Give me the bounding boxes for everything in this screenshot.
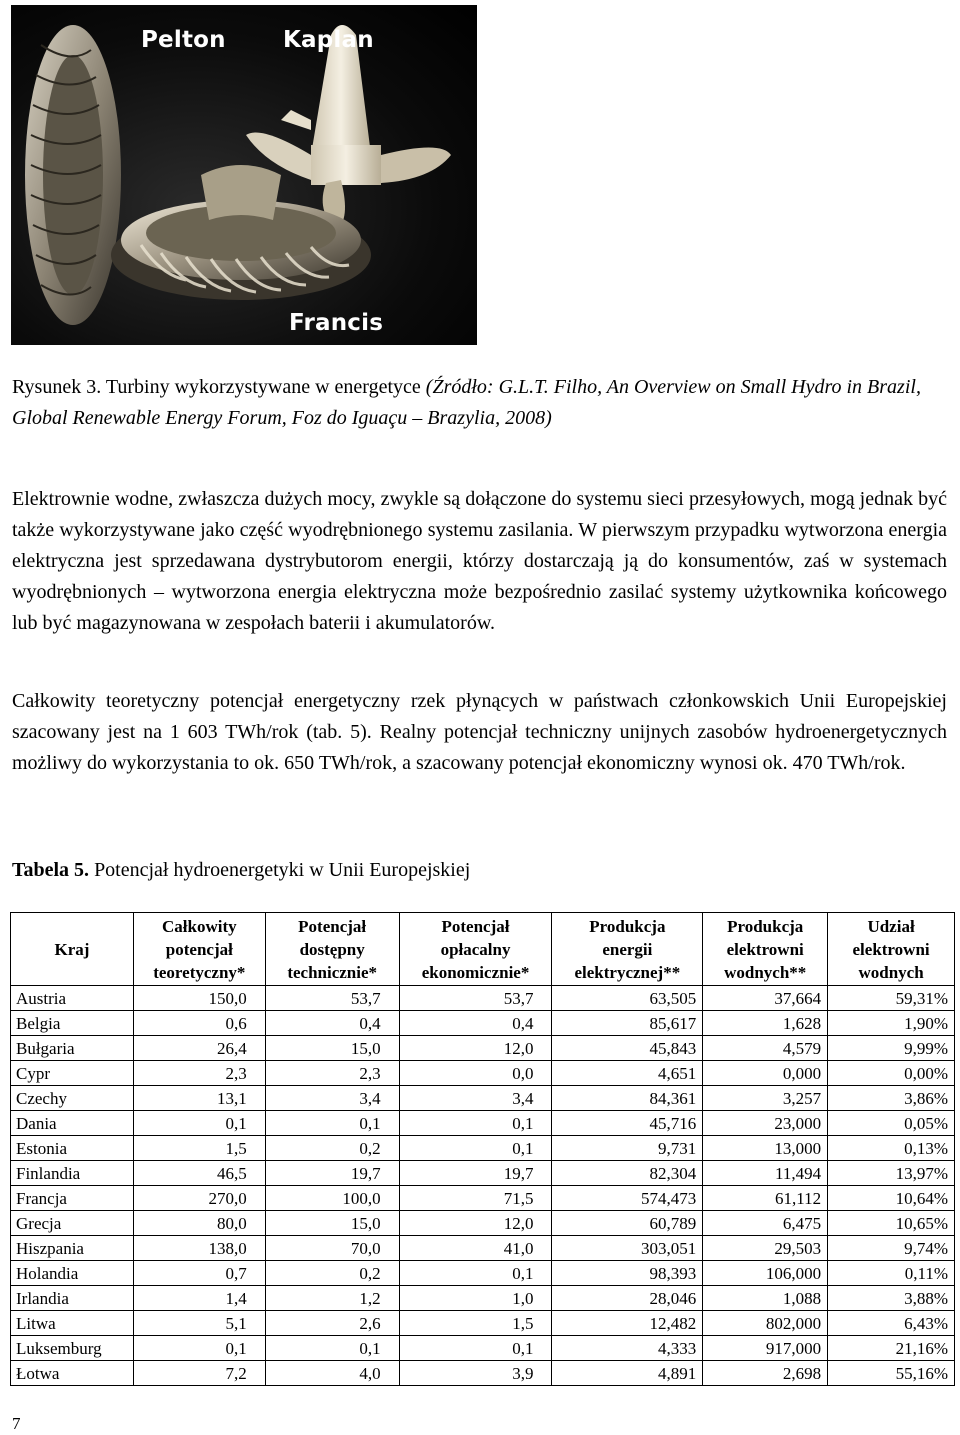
value-cell: 4,333: [552, 1336, 703, 1361]
value-cell: 0,1: [265, 1336, 399, 1361]
column-header-line: Produkcja: [589, 916, 666, 936]
value-cell: 0,1: [133, 1336, 265, 1361]
value-cell: 2,6: [265, 1311, 399, 1336]
value-cell: 0,1: [399, 1111, 552, 1136]
paragraph-1: Elektrownie wodne, zwłaszcza dużych mocy, zwykle są dołączone do systemu sieci przesyłowych, mogą jednak być także wykorzystywane jako część wyodrębnionego systemu zasilania. W pierwszym przypadku wytworzona energia elektryczna jest sprzedawana dystrybutorom energii, którzy dostarczają ją do konsumentów, zaś w systemach wyodrębnionych – wytworzona energia elektryczna może bezpośrednio zasilać systemy użytkownika końcowego lub być magazynowana w zespołach baterii i akumulatorów.: [12, 488, 947, 634]
turbine-illustration: [11, 5, 477, 345]
value-cell: 3,9: [399, 1361, 552, 1386]
value-cell: 1,088: [703, 1286, 828, 1311]
value-cell: 19,7: [265, 1161, 399, 1186]
table-row: [11, 1136, 955, 1161]
value-cell: 9,99%: [828, 1036, 955, 1061]
value-cell: 29,503: [703, 1236, 828, 1261]
value-cell: 0,1: [265, 1111, 399, 1136]
country-cell: Litwa: [11, 1311, 134, 1336]
column-header: [703, 913, 828, 986]
column-header-line: Potencjał: [298, 916, 367, 936]
value-cell: 270,0: [133, 1186, 265, 1211]
value-cell: 3,4: [265, 1086, 399, 1111]
value-cell: 0,6: [133, 1011, 265, 1036]
value-cell: 138,0: [133, 1236, 265, 1261]
table-row: [11, 986, 955, 1011]
value-cell: 61,112: [703, 1186, 828, 1211]
value-cell: 59,31%: [828, 986, 955, 1011]
value-cell: 2,3: [265, 1061, 399, 1086]
table-row: [11, 1236, 955, 1261]
value-cell: 41,0: [399, 1236, 552, 1261]
table-row: [11, 1186, 955, 1211]
country-cell: Belgia: [11, 1011, 134, 1036]
country-cell: Luksemburg: [11, 1336, 134, 1361]
value-cell: 13,000: [703, 1136, 828, 1161]
value-cell: 21,16%: [828, 1336, 955, 1361]
value-cell: 55,16%: [828, 1361, 955, 1386]
value-cell: 37,664: [703, 986, 828, 1011]
value-cell: 0,1: [399, 1261, 552, 1286]
value-cell: 71,5: [399, 1186, 552, 1211]
table-row: [11, 1286, 955, 1311]
value-cell: 10,64%: [828, 1186, 955, 1211]
column-header-line: Udział: [867, 916, 915, 936]
country-cell: Czechy: [11, 1086, 134, 1111]
value-cell: 19,7: [399, 1161, 552, 1186]
value-cell: 1,5: [399, 1311, 552, 1336]
value-cell: 3,86%: [828, 1086, 955, 1111]
column-header-line: elektrycznej**: [574, 962, 681, 982]
value-cell: 3,4: [399, 1086, 552, 1111]
value-cell: 0,05%: [828, 1111, 955, 1136]
country-cell: Estonia: [11, 1136, 134, 1161]
country-cell: Dania: [11, 1111, 134, 1136]
table-row: [11, 1111, 955, 1136]
column-header-line: opłacalny: [440, 939, 511, 959]
country-cell: Łotwa: [11, 1361, 134, 1386]
value-cell: 80,0: [133, 1211, 265, 1236]
value-cell: 2,3: [133, 1061, 265, 1086]
value-cell: 10,65%: [828, 1211, 955, 1236]
value-cell: 28,046: [552, 1286, 703, 1311]
column-header: [265, 913, 399, 986]
value-cell: 15,0: [265, 1211, 399, 1236]
value-cell: 4,891: [552, 1361, 703, 1386]
value-cell: 98,393: [552, 1261, 703, 1286]
table-row: [11, 1011, 955, 1036]
value-cell: 9,74%: [828, 1236, 955, 1261]
column-header-line: elektrowni: [726, 939, 804, 959]
value-cell: 53,7: [399, 986, 552, 1011]
value-cell: 0,1: [133, 1111, 265, 1136]
value-cell: 12,0: [399, 1211, 552, 1236]
turbine-photo: [11, 5, 477, 345]
table-row: [11, 1311, 955, 1336]
value-cell: 106,000: [703, 1261, 828, 1286]
paragraph-2: Całkowity teoretyczny potencjał energetyczny rzek płynących w państwach członkowskich Unii Europejskiej szacowany jest na 1 603 TWh/rok (tab. 5). Realny potencjał techniczny unijnych zasobów hydroenergetycznych możliwy do wykorzystania to ok. 650 TWh/rok, a szacowany potencjał ekonomiczny wynosi ok. 470 TWh/rok.: [12, 690, 947, 774]
pelton-label: Pelton: [141, 27, 226, 53]
value-cell: 15,0: [265, 1036, 399, 1061]
value-cell: 1,90%: [828, 1011, 955, 1036]
column-header-line: Całkowity: [162, 916, 237, 936]
value-cell: 6,43%: [828, 1311, 955, 1336]
value-cell: 60,789: [552, 1211, 703, 1236]
value-cell: 0,000: [703, 1061, 828, 1086]
value-cell: 0,11%: [828, 1261, 955, 1286]
value-cell: 0,1: [399, 1336, 552, 1361]
column-header-line: dostępny: [299, 939, 365, 959]
value-cell: 84,361: [552, 1086, 703, 1111]
value-cell: 1,2: [265, 1286, 399, 1311]
value-cell: 1,4: [133, 1286, 265, 1311]
value-cell: 85,617: [552, 1011, 703, 1036]
column-header: [11, 913, 134, 986]
kaplan-label: Kaplan: [283, 27, 374, 53]
country-cell: Irlandia: [11, 1286, 134, 1311]
column-header-line: wodnych**: [724, 962, 807, 982]
value-cell: 802,000: [703, 1311, 828, 1336]
column-header-line: teoretyczny*: [153, 962, 246, 982]
table-body: [11, 986, 955, 1386]
figure-caption: [12, 372, 947, 434]
country-cell: Grecja: [11, 1211, 134, 1236]
value-cell: 917,000: [703, 1336, 828, 1361]
pelton-wheel: [25, 25, 121, 325]
value-cell: 3,257: [703, 1086, 828, 1111]
table-row: [11, 1211, 955, 1236]
page-number: 7: [12, 1414, 21, 1433]
value-cell: 1,0: [399, 1286, 552, 1311]
table-row: [11, 1161, 955, 1186]
value-cell: 63,505: [552, 986, 703, 1011]
value-cell: 23,000: [703, 1111, 828, 1136]
value-cell: 26,4: [133, 1036, 265, 1061]
caption-label: Rysunek 3.: [12, 376, 102, 398]
country-cell: Holandia: [11, 1261, 134, 1286]
value-cell: 100,0: [265, 1186, 399, 1211]
value-cell: 6,475: [703, 1211, 828, 1236]
value-cell: 4,0: [265, 1361, 399, 1386]
value-cell: 70,0: [265, 1236, 399, 1261]
column-header: [399, 913, 552, 986]
column-header: [552, 913, 703, 986]
column-header-line: elektrowni: [852, 939, 930, 959]
caption-text: Turbiny wykorzystywane w energetyce: [101, 376, 426, 398]
value-cell: 0,2: [265, 1136, 399, 1161]
column-header-line: ekonomicznie*: [421, 962, 530, 982]
column-header: [133, 913, 265, 986]
value-cell: 53,7: [265, 986, 399, 1011]
country-cell: Cypr: [11, 1061, 134, 1086]
value-cell: 5,1: [133, 1311, 265, 1336]
value-cell: 4,651: [552, 1061, 703, 1086]
kaplan-turbine: [246, 25, 451, 230]
value-cell: 4,579: [703, 1036, 828, 1061]
value-cell: 2,698: [703, 1361, 828, 1386]
value-cell: 12,0: [399, 1036, 552, 1061]
table-header-row: [11, 913, 955, 986]
francis-label: Francis: [289, 310, 384, 336]
value-cell: 0,1: [399, 1136, 552, 1161]
table-label: Tabela 5.: [12, 859, 90, 881]
table-row: [11, 1061, 955, 1086]
country-cell: Austria: [11, 986, 134, 1011]
column-header-line: wodnych: [858, 962, 924, 982]
column-header-line: Potencjał: [441, 916, 510, 936]
value-cell: 13,1: [133, 1086, 265, 1111]
value-cell: 13,97%: [828, 1161, 955, 1186]
value-cell: 0,4: [265, 1011, 399, 1036]
table-title: [12, 855, 470, 886]
value-cell: 574,473: [552, 1186, 703, 1211]
table-row: [11, 1361, 955, 1386]
column-header-line: technicznie*: [287, 962, 378, 982]
table-title-text: Potencjał hydroenergetyki w Unii Europejskiej: [89, 859, 471, 881]
value-cell: 303,051: [552, 1236, 703, 1261]
value-cell: 45,843: [552, 1036, 703, 1061]
value-cell: 3,88%: [828, 1286, 955, 1311]
country-cell: Finlandia: [11, 1161, 134, 1186]
country-cell: Francja: [11, 1186, 134, 1211]
value-cell: 12,482: [552, 1311, 703, 1336]
value-cell: 11,494: [703, 1161, 828, 1186]
value-cell: 7,2: [133, 1361, 265, 1386]
column-header-line: Produkcja: [727, 916, 804, 936]
column-header-line: potencjał: [165, 939, 233, 959]
value-cell: 0,00%: [828, 1061, 955, 1086]
value-cell: 1,5: [133, 1136, 265, 1161]
table-row: [11, 1261, 955, 1286]
table-row: [11, 1086, 955, 1111]
value-cell: 0,4: [399, 1011, 552, 1036]
table-row: [11, 1036, 955, 1061]
column-header-line: Kraj: [54, 939, 90, 959]
value-cell: 82,304: [552, 1161, 703, 1186]
value-cell: 0,2: [265, 1261, 399, 1286]
caption-source: (Źródło: G.L.T. Filho, An Overview on Small Hydro in Brazil, Global Renewable Energy Forum, Foz do Iguaçu – Brazylia, 2008): [12, 376, 921, 429]
hydro-potential-table: [10, 912, 955, 1386]
value-cell: 45,716: [552, 1111, 703, 1136]
value-cell: 0,7: [133, 1261, 265, 1286]
value-cell: 0,0: [399, 1061, 552, 1086]
value-cell: 0,13%: [828, 1136, 955, 1161]
column-header: [828, 913, 955, 986]
column-header-line: energii: [602, 939, 653, 959]
value-cell: 150,0: [133, 986, 265, 1011]
table-row: [11, 1336, 955, 1361]
value-cell: 46,5: [133, 1161, 265, 1186]
value-cell: 1,628: [703, 1011, 828, 1036]
country-cell: Bułgaria: [11, 1036, 134, 1061]
value-cell: 9,731: [552, 1136, 703, 1161]
country-cell: Hiszpania: [11, 1236, 134, 1261]
